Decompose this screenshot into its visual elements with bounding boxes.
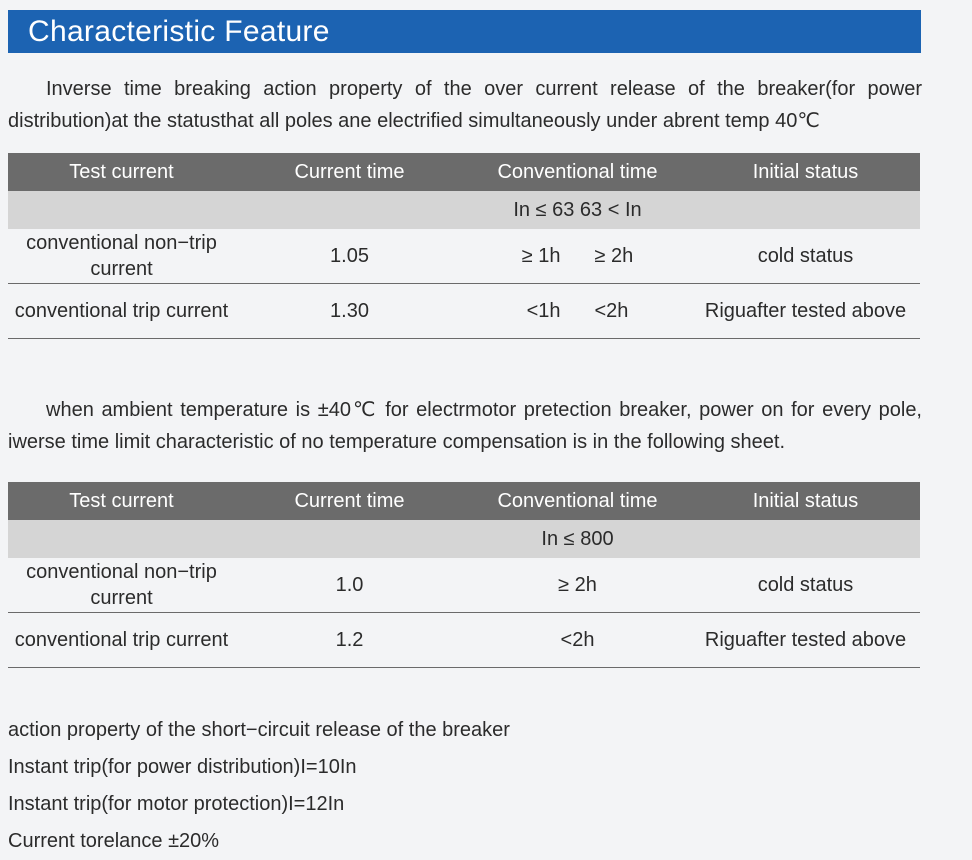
conv-time-a: ≥ 1h: [521, 245, 561, 267]
header-current-time: Current time: [235, 153, 464, 191]
cell-test-current: conventional trip current: [8, 284, 235, 339]
header-initial-status: Initial status: [691, 153, 920, 191]
subheader-range: In ≤ 63 63 < In: [464, 191, 691, 229]
conv-time-b: ≥ 2h: [594, 245, 634, 267]
breaker-distribution-table: [8, 153, 920, 339]
cell-current-time: 1.30: [235, 284, 464, 339]
cell-initial-status: cold status: [691, 229, 920, 284]
table-row: [8, 229, 920, 284]
intro-paragraph-2: when ambient temperature is ±40℃ for electrmotor pretection breaker, power on for every pole, iwerse time limit characteristic of no temperature compensation is in the following sheet.: [8, 399, 922, 453]
header-test-current: Test current: [8, 482, 235, 520]
cell-test-current: conventional trip current: [8, 613, 235, 668]
cell-initial-status: Riguafter tested above: [691, 613, 920, 668]
cell-conventional-time: [464, 229, 691, 284]
subheader-range: In ≤ 800: [464, 520, 691, 558]
table-subheader-row: [8, 520, 920, 558]
conv-time-a: <1h: [526, 300, 561, 322]
cell-current-time: 1.2: [235, 613, 464, 668]
cell-conventional-time: ≥ 2h: [464, 558, 691, 613]
table-row: [8, 284, 920, 339]
cell-initial-status: Riguafter tested above: [691, 284, 920, 339]
conv-time-b: <2h: [594, 300, 629, 322]
table-row: [8, 558, 920, 613]
short-circuit-line-3: Instant trip(for motor protection)I=12In: [8, 793, 345, 815]
cell-conventional-time: [464, 284, 691, 339]
cell-conventional-time: <2h: [464, 613, 691, 668]
table-row: [8, 613, 920, 668]
header-conventional-time: Conventional time: [464, 482, 691, 520]
short-circuit-line-1: action property of the short−circuit release of the breaker: [8, 719, 510, 741]
short-circuit-line-2: Instant trip(for power distribution)I=10In: [8, 756, 357, 778]
intro-paragraph-1: Inverse time breaking action property of the over current release of the breaker(for power distribution)at the statusthat all poles ane electrified simultaneously under abrent temp 40℃: [8, 78, 922, 132]
cell-test-current: conventional non−trip current: [8, 558, 235, 613]
cell-initial-status: cold status: [691, 558, 920, 613]
table-header-row: [8, 153, 920, 191]
header-test-current: Test current: [8, 153, 235, 191]
cell-current-time: 1.05: [235, 229, 464, 284]
motor-protection-table: [8, 482, 920, 668]
cell-current-time: 1.0: [235, 558, 464, 613]
header-conventional-time: Conventional time: [464, 153, 691, 191]
short-circuit-line-4: Current torelance ±20%: [8, 830, 220, 852]
short-circuit-notes: [8, 712, 510, 860]
header-current-time: Current time: [235, 482, 464, 520]
cell-test-current: conventional non−trip current: [8, 229, 235, 284]
header-initial-status: Initial status: [691, 482, 920, 520]
table-subheader-row: [8, 191, 920, 229]
table-header-row: [8, 482, 920, 520]
section-title: Characteristic Feature: [8, 10, 921, 53]
